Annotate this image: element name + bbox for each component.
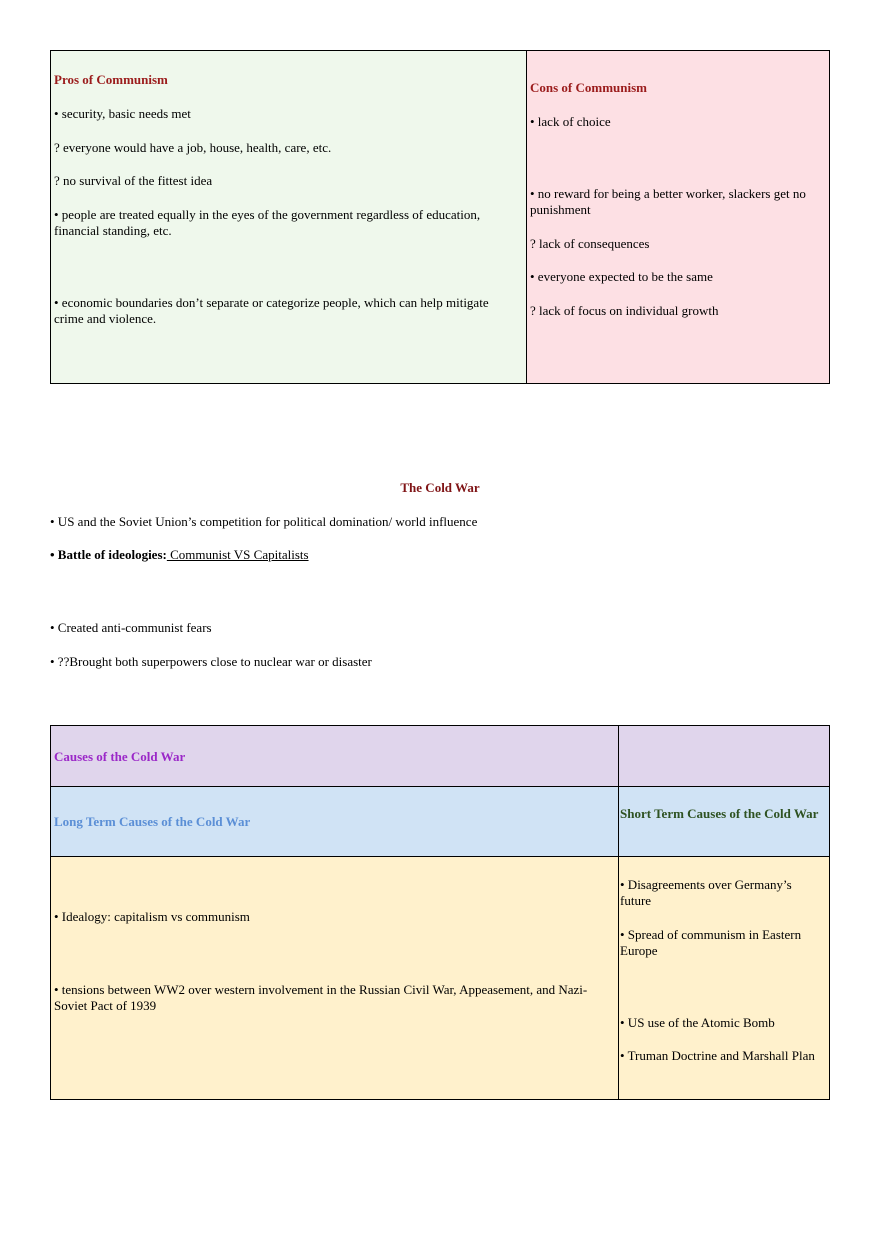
cons-item: • lack of choice [530, 114, 611, 129]
pros-item: • people are treated equally in the eyes of the government regardless of education, financial standing, etc. [54, 207, 481, 238]
long-term-cell [51, 857, 619, 1099]
pros-item: • security, basic needs met [54, 106, 191, 121]
cons-item: ? lack of focus on individual growth [530, 303, 719, 318]
long-term-item: • Idealogy: capitalism vs communism [54, 909, 250, 924]
pros-item: ? no survival of the fittest idea [54, 173, 213, 188]
cold-war-bullet [50, 547, 309, 563]
cold-war-bullet: • ??Brought both superpowers close to nuclear war or disaster [50, 654, 372, 669]
short-term-item: • US use of the Atomic Bomb [620, 1015, 775, 1030]
long-term-heading: Long Term Causes of the Cold War [54, 814, 251, 829]
long-term-item: • tensions between WW2 over western involvement in the Russian Civil War, Appeasement, and Nazi-Soviet Pact of 1939 [54, 982, 588, 1013]
short-term-heading-cell [619, 787, 829, 856]
short-term-heading: Short Term Causes of the Cold War [620, 806, 819, 821]
causes-title: Causes of the Cold War [54, 749, 186, 764]
short-term-cell [619, 857, 829, 1099]
cold-war-title: The Cold War [400, 480, 480, 495]
causes-content-row [51, 857, 829, 1099]
cons-heading: Cons of Communism [530, 80, 648, 95]
causes-table [50, 725, 830, 1100]
bullet-bold-text: • Battle of ideologies: [50, 547, 167, 562]
cons-item: ? lack of consequences [530, 236, 650, 251]
cold-war-bullet: • US and the Soviet Union’s competition for political domination/ world influence [50, 514, 478, 529]
short-term-item: • Disagreements over Germany’s future [620, 877, 792, 908]
causes-title-cell [51, 726, 619, 786]
pros-item: • economic boundaries don’t separate or categorize people, which can help mitigate crime and violence. [54, 295, 489, 326]
long-term-heading-cell [51, 787, 619, 856]
pros-cell [51, 51, 527, 383]
short-term-item: • Truman Doctrine and Marshall Plan [620, 1048, 815, 1063]
causes-empty-cell [619, 726, 829, 786]
cold-war-bullet: • Created anti-communist fears [50, 620, 212, 635]
pros-item: ? everyone would have a job, house, health, care, etc. [54, 140, 332, 155]
causes-heading-row [51, 787, 829, 857]
pros-cons-table [50, 50, 830, 384]
short-term-item: • Spread of communism in Eastern Europe [620, 927, 802, 958]
bullet-underlined-text: Communist VS Capitalists [166, 547, 309, 562]
cons-item: • everyone expected to be the same [530, 269, 713, 284]
cons-item: • no reward for being a better worker, slackers get no punishment [530, 186, 806, 217]
cons-cell [527, 51, 829, 383]
causes-title-row [51, 726, 829, 787]
pros-heading: Pros of Communism [54, 72, 168, 87]
